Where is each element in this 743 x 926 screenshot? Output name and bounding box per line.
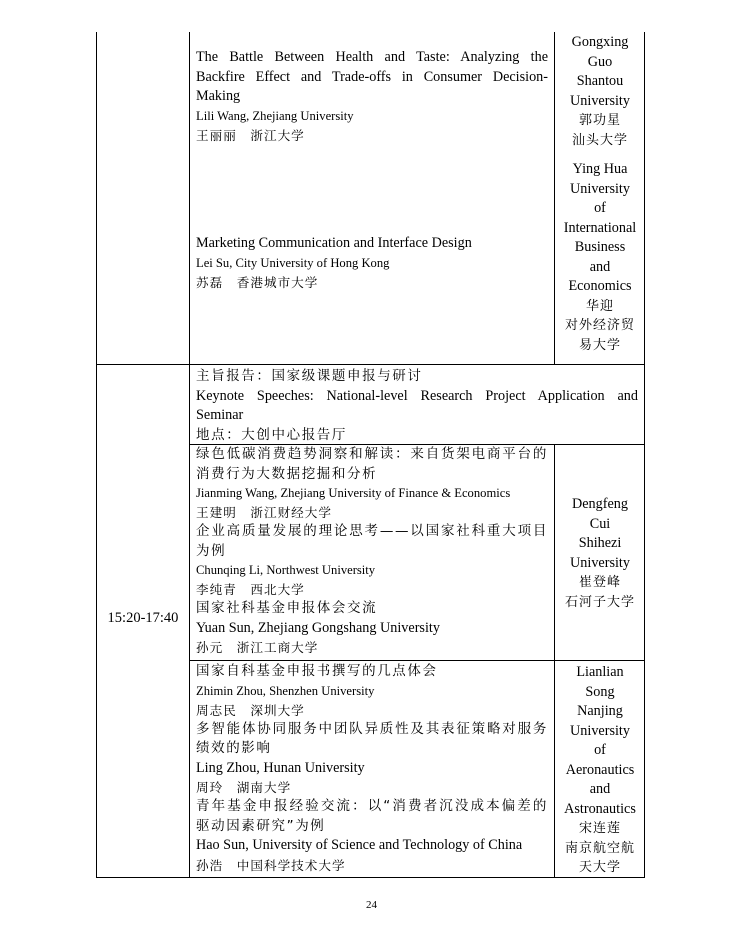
talk-title-line: 绿色低碳消费趋势洞察和解读：来自货架电商平台的 [196, 446, 548, 462]
chair-name-line: Ying Hua [572, 161, 628, 177]
chair-name-line: Song [585, 683, 615, 700]
talk-title-line: Backfire Effect and Trade-offs in Consumer Decision- [196, 68, 548, 85]
talk-title-zh [196, 797, 548, 836]
chair-affiliation-line: University [570, 180, 630, 197]
chair-name-zh: 郭功星 [578, 113, 621, 128]
talk-title-line: Making [196, 88, 241, 104]
table-row-divider-3 [189, 660, 645, 661]
keynote-title-zh: 主旨报告：国家级课题申报与研讨 [196, 368, 423, 384]
chair-affiliation-line: of [594, 200, 606, 216]
chair-affiliation-line: University [570, 722, 630, 739]
speaker-name-en: Lei Su, City University of Hong Kong [196, 255, 390, 270]
chair-affiliation-line: Economics [568, 278, 632, 294]
talk-title-line: 多智能体协同服务中团队异质性及其表征策略对服务 [196, 720, 548, 737]
table-border-chair-col-1 [554, 32, 555, 364]
talk-title-line: 为例 [196, 542, 227, 559]
talk-title-zh: 国家社科基金申报体会交流 [196, 600, 378, 616]
chair-affiliation-zh: 汕头大学 [571, 132, 628, 148]
chair-affiliation-line: and [589, 781, 611, 797]
chair-affiliation-line: Aeronautics [565, 761, 635, 778]
talk-group [196, 662, 548, 875]
talk-title-zh [196, 522, 548, 561]
speaker-name-zh: 李纯青 西北大学 [196, 582, 305, 597]
chair-name-zh: 华迎 [585, 298, 614, 314]
chair-affiliation-line: and [589, 258, 611, 275]
speaker-name-en: Jianming Wang, Zhejiang University of Finance & Economics [196, 486, 511, 500]
chair-affiliation-line: Nanjing [577, 703, 623, 719]
speaker-name-zh: 周志民 深圳大学 [196, 702, 305, 718]
session-chair [556, 663, 644, 878]
chair-affiliation-line: University [570, 554, 630, 571]
chair-affiliation-line: International [563, 219, 637, 236]
speaker-name-zh: 孙浩 中国科学技术大学 [196, 857, 346, 873]
table-border-left [96, 32, 97, 878]
speaker-name-en: Lili Wang, Zhejiang University [196, 108, 354, 123]
chair-affiliation-zh: 石河子大学 [564, 594, 635, 610]
talk-title-zh [196, 445, 548, 484]
keynote-venue: 地点：大创中心报告厅 [196, 426, 347, 443]
page-number: 24 [366, 899, 377, 911]
chair-affiliation-zh: 南京航空航 [564, 840, 635, 856]
talk-item [196, 234, 548, 292]
chair-name-line: Guo [587, 53, 613, 70]
session-chair [556, 160, 644, 355]
talk-group [196, 445, 548, 657]
table-border-time-col [189, 32, 190, 878]
speaker-name-en: Yuan Sun, Zhejiang Gongshang University [196, 619, 440, 636]
talk-title-zh: 国家自科基金申报书撰写的几点体会 [196, 663, 438, 679]
speaker-name-zh: 王丽丽 浙江大学 [196, 127, 305, 143]
table-border-right-1 [644, 32, 645, 364]
chair-affiliation-zh: 天大学 [578, 860, 621, 875]
chair-affiliation-line: Shantou [576, 73, 624, 89]
table-border-right-2 [644, 364, 645, 878]
talk-title-line: 绩效的影响 [196, 740, 272, 756]
speaker-name-en: Ling Zhou, Hunan University [196, 759, 365, 776]
chair-affiliation-line: of [594, 742, 606, 758]
chair-name-zh: 宋连莲 [578, 821, 621, 836]
table-row-divider-1 [96, 364, 645, 365]
keynote-title-en-line: Keynote Speeches: National-level Research Project Application and [196, 387, 638, 404]
talk-title: Marketing Communication and Interface Design [196, 235, 472, 251]
chair-affiliation-line: Astronautics [564, 800, 636, 817]
chair-affiliation-line: Business [574, 239, 626, 255]
chair-affiliation-zh: 易大学 [578, 337, 621, 353]
speaker-name-en: Zhimin Zhou, Shenzhen University [196, 683, 375, 698]
talk-title-line: 驱动因素研究”为例 [196, 817, 326, 834]
speaker-name-zh: 苏磊 香港城市大学 [196, 274, 319, 290]
chair-affiliation-line: University [570, 92, 630, 109]
session-time: 15:20-17:40 [107, 610, 179, 626]
session-chair [556, 33, 644, 150]
speaker-name-zh: 王建明 浙江财经大学 [196, 505, 332, 520]
speaker-name-en: Hao Sun, University of Science and Technology of China [196, 837, 523, 853]
keynote-title-en [196, 387, 638, 426]
chair-name-zh: 崔登峰 [578, 575, 621, 590]
talk-title-zh [196, 720, 548, 759]
chair-name-line: Cui [589, 515, 611, 532]
speaker-name-zh: 孙元 浙江工商大学 [196, 640, 319, 655]
talk-title [196, 48, 548, 107]
chair-affiliation-zh: 对外经济贸 [564, 318, 635, 333]
chair-name-line: Lianlian [576, 664, 624, 680]
chair-affiliation-line: Shihezi [578, 535, 622, 551]
talk-title-line: 青年基金申报经验交流：以“消费者沉没成本偏差的 [196, 798, 548, 814]
keynote-title-en-line: Seminar [196, 407, 244, 423]
talk-title-line: 消费行为大数据挖掘和分析 [196, 465, 378, 482]
talk-item [196, 48, 548, 145]
table-border-chair-col-2 [554, 444, 555, 878]
talk-title-line: 企业高质量发展的理论思考——以国家社科重大项目 [196, 523, 548, 539]
speaker-name-en: Chunqing Li, Northwest University [196, 563, 376, 577]
session-chair [556, 495, 644, 612]
keynote-heading [196, 367, 638, 445]
speaker-name-zh: 周玲 湖南大学 [196, 780, 292, 795]
talk-title-line: The Battle Between Health and Taste: Analyzing the [196, 49, 548, 65]
chair-name-line: Gongxing [571, 34, 629, 50]
chair-name-line: Dengfeng [572, 496, 628, 512]
